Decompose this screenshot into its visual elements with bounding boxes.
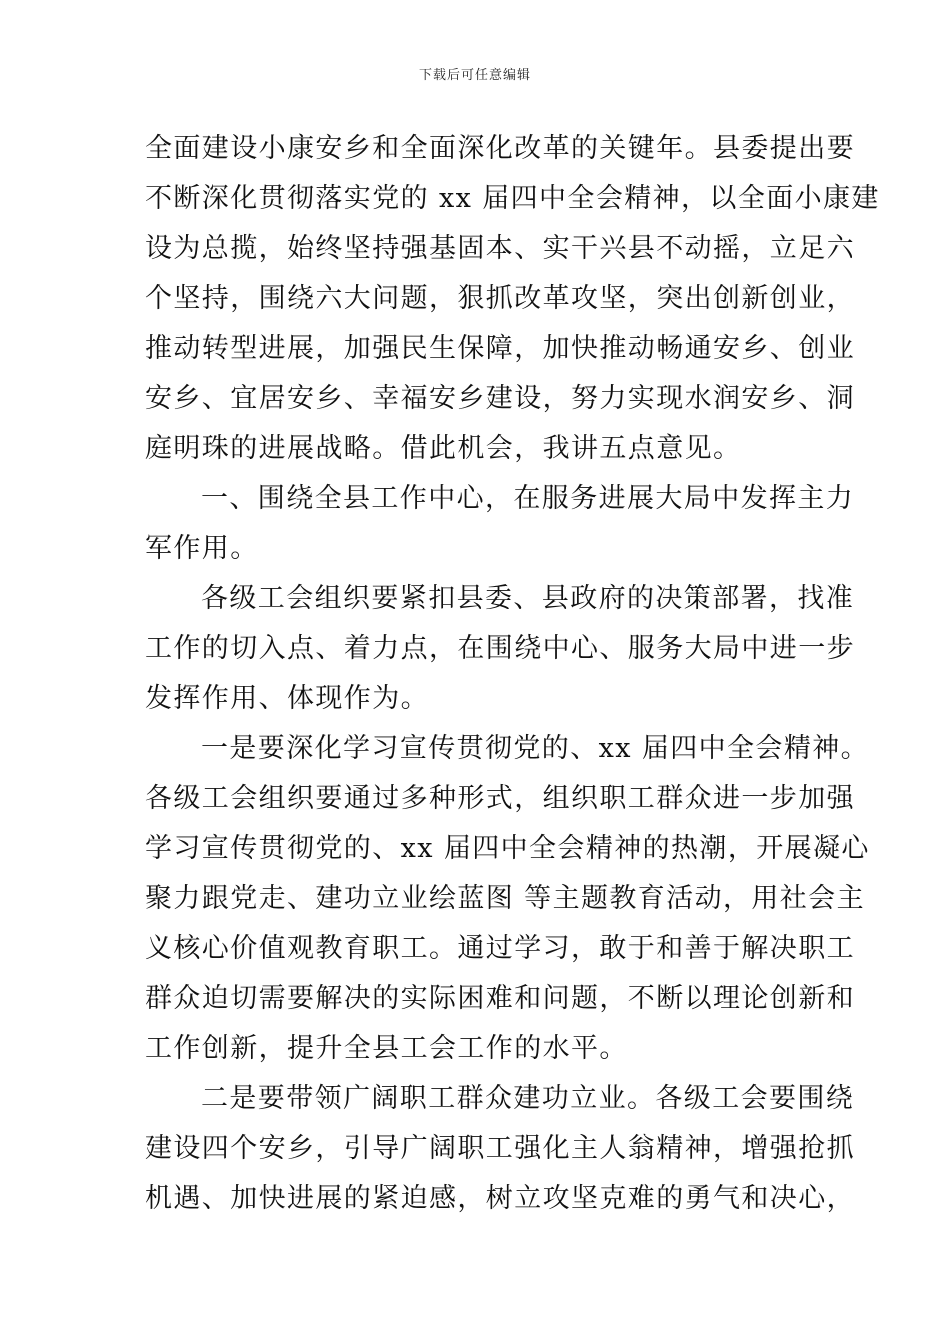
- text-line: 聚力跟党走、建功立业绘蓝图 等主题教育活动，用社会主: [145, 883, 865, 914]
- text-line: 工作的切入点、着力点，在围绕中心、服务大局中进一步: [145, 633, 855, 664]
- text-line: 建设四个安乡，引导广阔职工强化主人翁精神，增强抢抓: [145, 1133, 855, 1164]
- text-line: 安乡、宜居安乡、幸福安乡建设，努力实现水润安乡、洞: [145, 383, 855, 414]
- text-line: 一是要深化学习宣传贯彻党的、xx 届四中全会精神。: [201, 733, 870, 764]
- text-line: 群众迫切需要解决的实际困难和问题，不断以理论创新和: [145, 983, 855, 1014]
- text-line: 设为总揽，始终坚持强基固本、实干兴县不动摇，立足六: [145, 233, 855, 264]
- text-line: 义核心价值观教育职工。通过学习，敢于和善于解决职工: [145, 933, 855, 964]
- text-line: 二是要带领广阔职工群众建功立业。各级工会要围绕: [201, 1083, 855, 1114]
- page-header-note: 下载后可任意编辑: [418, 68, 531, 83]
- text-line: 全面建设小康安乡和全面深化改革的关键年。县委提出要: [145, 133, 855, 164]
- text-line: 不断深化贯彻落实党的 xx 届四中全会精神，以全面小康建: [145, 183, 880, 214]
- text-line: 各级工会组织要通过多种形式，组织职工群众进一步加强: [145, 783, 855, 814]
- text-line: 工作创新，提升全县工会工作的水平。: [145, 1033, 628, 1064]
- text-line: 发挥作用、体现作为。: [145, 683, 429, 714]
- text-line: 机遇、加快进展的紧迫感，树立攻坚克难的勇气和决心，: [145, 1183, 855, 1214]
- text-line: 个坚持，围绕六大问题，狠抓改革攻坚，突出创新创业，: [145, 283, 855, 314]
- text-line: 军作用。: [145, 533, 259, 564]
- text-line: 推动转型进展，加强民生保障，加快推动畅通安乡、创业: [145, 333, 855, 364]
- section-heading-line: 一、围绕全县工作中心，在服务进展大局中发挥主力: [201, 483, 855, 514]
- text-line: 学习宣传贯彻党的、xx 届四中全会精神的热潮，开展凝心: [145, 833, 870, 864]
- document-body: [145, 124, 880, 1224]
- text-line: 各级工会组织要紧扣县委、县政府的决策部署，找准: [201, 583, 855, 614]
- text-line: 庭明珠的进展战略。借此机会，我讲五点意见。: [145, 433, 742, 464]
